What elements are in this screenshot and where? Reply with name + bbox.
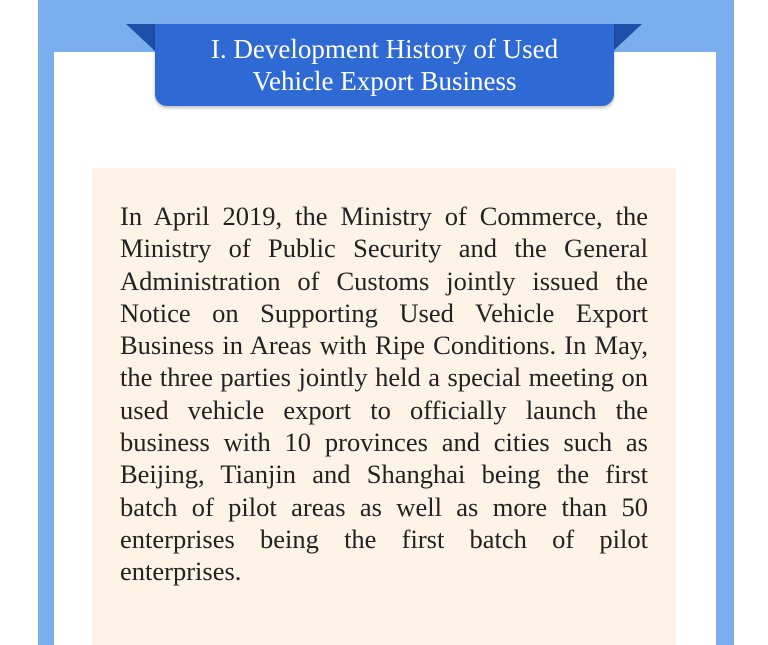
content-box [92, 168, 676, 645]
body-paragraph: In April 2019, the Ministry of Commerce, the Ministry of Public Security and the General Administration of Customs jointly issued the Notice on Supporting Used Vehicle Export Business in Areas with Ripe Conditions. In May, the three parties jointly held a special meeting on used vehicle export to officially launch the business with 10 provinces and cities such as Beijing, Tianjin and Shanghai being the first batch of pilot areas as well as more than 50 enterprises being the first batch of pilot enterprises. [120, 201, 648, 587]
banner-left-fold [126, 24, 156, 52]
section-banner [155, 24, 614, 106]
section-title: I. Development History of Used Vehicle Export Business [210, 34, 559, 96]
banner-right-fold [612, 24, 642, 52]
